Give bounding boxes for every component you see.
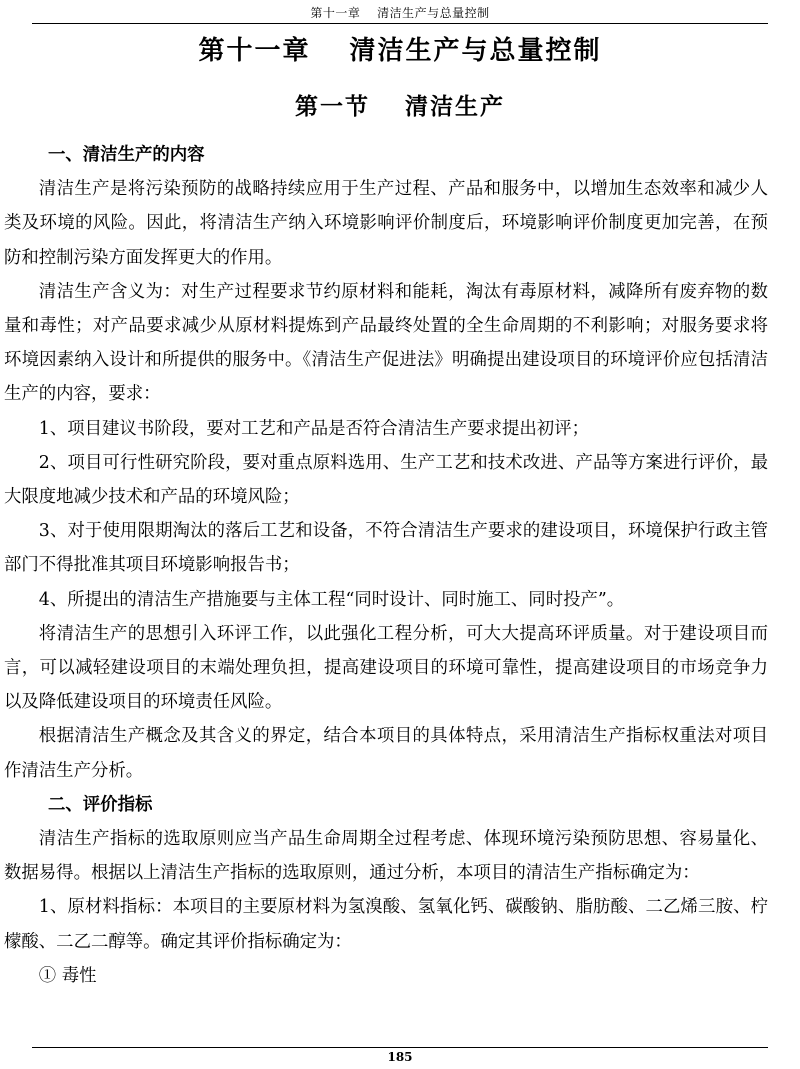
chapter-title: 第十一章 清洁生产与总量控制 bbox=[198, 36, 602, 66]
list-item-3: 3、对于使用限期淘汰的落后工艺和设备，不符合清洁生产要求的建设项目，环境保护行政主管部门不得批准其项目环境影响报告书； bbox=[4, 521, 768, 576]
paragraph-principles: 清洁生产指标的选取原则应当产品生命周期全过程考虑、体现环境污染预防思想、容易量化、数据易得。根据以上清洁生产指标的选取原则，通过分析，本项目的清洁生产指标确定为： bbox=[4, 829, 768, 884]
heading-indicators: 二、评价指标 bbox=[48, 794, 153, 815]
list-item-4: 4、所提出的清洁生产措施要与主体工程“同时设计、同时施工、同时投产”。 bbox=[38, 589, 625, 610]
page-number: 185 bbox=[387, 1050, 413, 1064]
section-title: 第一节 清洁生产 bbox=[294, 94, 505, 120]
footer-rule bbox=[32, 1047, 768, 1048]
sub-item-toxicity: ① 毒性 bbox=[38, 965, 97, 986]
list-item-1: 1、项目建议书阶段，要对工艺和产品是否符合清洁生产要求提出初评； bbox=[38, 418, 589, 439]
paragraph-definition: 清洁生产是将污染预防的战略持续应用于生产过程、产品和服务中，以增加生态效率和减少人类及环境的风险。因此，将清洁生产纳入环境影响评价制度后，环境影响评价制度更加完善，在预防和控制污染方面发挥更大的作用。 bbox=[4, 179, 768, 268]
paragraph-raw-materials: 1、原材料指标：本项目的主要原材料为氢溴酸、氢氧化钙、碳酸钠、脂肪酸、二乙烯三胺、柠檬酸、二乙二醇等。确定其评价指标确定为： bbox=[4, 897, 768, 952]
paragraph-method: 根据清洁生产概念及其含义的界定，结合本项目的具体特点，采用清洁生产指标权重法对项目作清洁生产分析。 bbox=[4, 726, 768, 781]
list-item-2: 2、项目可行性研究阶段，要对重点原料选用、生产工艺和技术改进、产品等方案进行评价，最大限度地减少技术和产品的环境风险； bbox=[4, 452, 768, 508]
running-header: 第十一章 清洁生产与总量控制 bbox=[310, 6, 490, 20]
body-text bbox=[4, 138, 768, 993]
heading-content: 一、清洁生产的内容 bbox=[48, 145, 205, 165]
paragraph-eia: 将清洁生产的思想引入环评工作，以此强化工程分析，可大大提高环评质量。对于建设项目而言，可以减轻建设项目的末端处理负担，提高建设项目的环境可靠性，提高建设项目的市场竞争力以及降低建设项目的环境责任风险。 bbox=[4, 623, 768, 713]
paragraph-meaning: 清洁生产含义为：对生产过程要求节约原材料和能耗，淘汰有毒原材料，减降所有废弃物的数量和毒性；对产品要求减少从原材料提炼到产品最终处置的全生命周期的不利影响；对服务要求将环境因素纳入设计和所提供的服务中。《清洁生产促进法》明确提出建设项目的环境评价应包括清洁生产的内容，要求： bbox=[4, 281, 768, 405]
header-rule bbox=[32, 23, 768, 24]
